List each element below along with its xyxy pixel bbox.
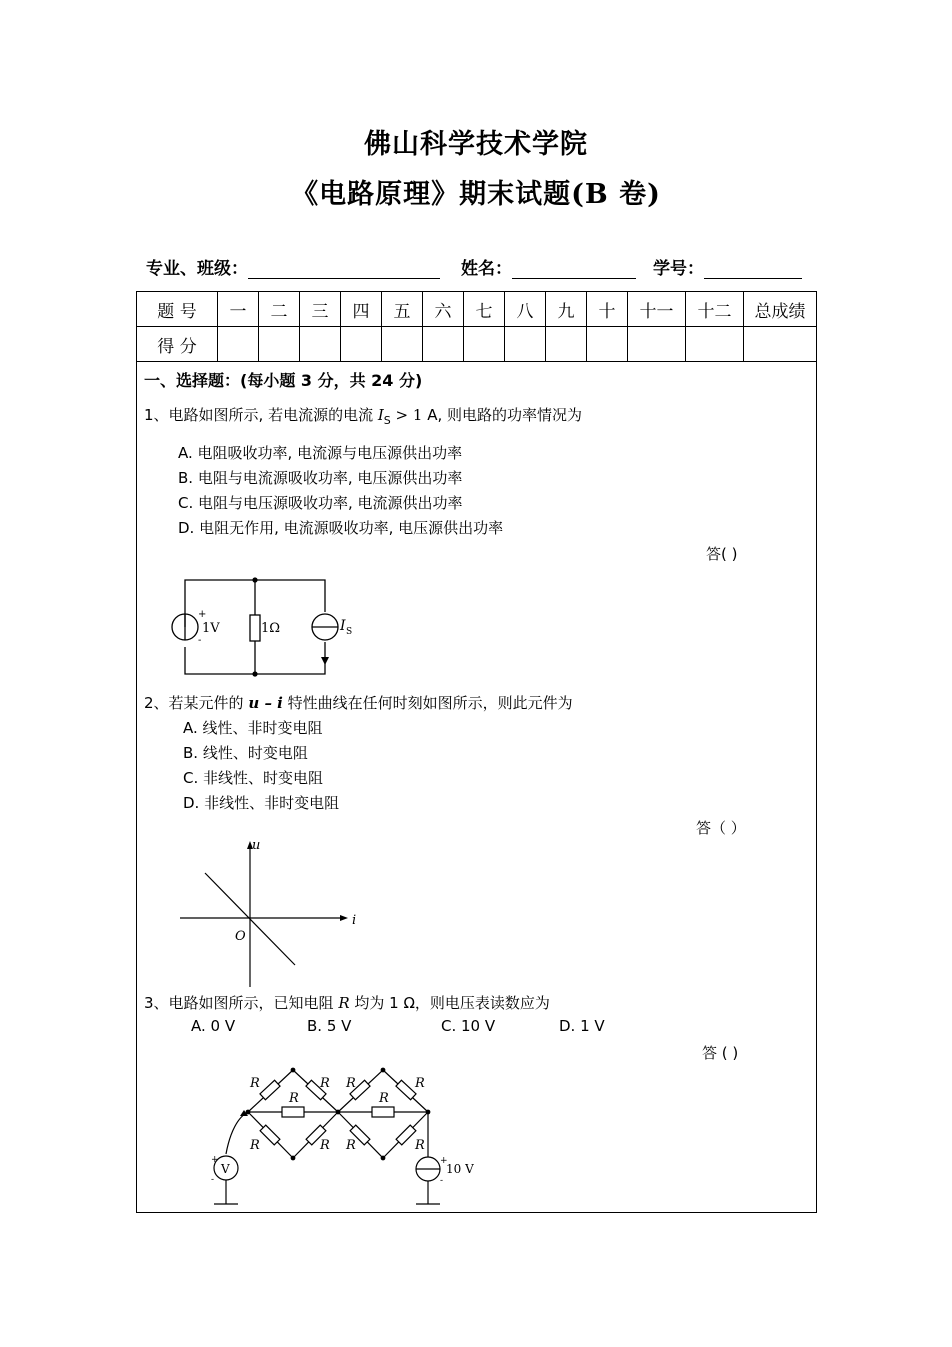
q3-r-label: R: [250, 1138, 260, 1153]
q1-option-d[interactable]: D. 电阻无作用, 电流源吸收功率, 电压源供出功率: [178, 519, 504, 537]
column-header: 七: [464, 292, 505, 327]
score-cell[interactable]: [423, 327, 464, 362]
column-header: 五: [382, 292, 423, 327]
q1-stem-pre: 1、电路如图所示, 若电流源的电流: [144, 406, 378, 424]
q1-answer[interactable]: 答( ): [706, 545, 738, 563]
q3-r-label: R: [379, 1091, 389, 1106]
q3-stem: [144, 992, 550, 1013]
name-label: 姓名：: [461, 259, 512, 279]
q2-answer[interactable]: 答（ ）: [696, 819, 746, 837]
q3-voltmeter-minus: -: [211, 1175, 215, 1185]
q1-option-a[interactable]: A. 电阻吸收功率, 电流源与电压源供出功率: [178, 444, 463, 462]
score-table: [136, 291, 817, 362]
column-header: 六: [423, 292, 464, 327]
q3-r-label: R: [250, 1076, 260, 1091]
q1-stem-sub: S: [383, 414, 391, 427]
row-label: 题 号: [137, 292, 218, 327]
score-cell[interactable]: [464, 327, 505, 362]
column-header: 一: [218, 292, 259, 327]
score-cell[interactable]: [259, 327, 300, 362]
name-blank[interactable]: [512, 260, 636, 279]
q3-voltmeter-plus: +: [211, 1155, 219, 1165]
major-class-blank[interactable]: [248, 260, 440, 279]
q1-stem-cond: > 1: [390, 406, 423, 424]
q1-minus-sign: -: [198, 635, 202, 646]
q3-bridge-circuit: [200, 1062, 490, 1210]
major-class-label: 专业、班级：: [146, 259, 248, 279]
q3-stem-post: 均为 1 Ω，则电压表读数应为: [349, 994, 550, 1012]
q1-option-c[interactable]: C. 电阻与电压源吸收功率, 电流源供出功率: [178, 494, 463, 512]
q3-r-label: R: [415, 1076, 425, 1091]
column-header: 十二: [686, 292, 744, 327]
q2-ui-graph: [172, 835, 372, 990]
q2-option-a[interactable]: A. 线性、非时变电阻: [183, 719, 323, 737]
q2-stem-pre: 2、若某元件的: [144, 694, 249, 712]
score-cell[interactable]: [505, 327, 546, 362]
score-cell[interactable]: [628, 327, 686, 362]
q3-r-label: R: [346, 1138, 356, 1153]
section-title: 一、选择题：(每小题 3 分，共 24 分): [144, 371, 423, 390]
column-header: 二: [259, 292, 300, 327]
q3-option-c[interactable]: C. 10 V: [441, 1017, 496, 1035]
q1-plus-sign: +: [198, 609, 207, 620]
q3-stem-math: R: [338, 994, 350, 1012]
major-class-field: [146, 254, 440, 279]
column-header: 十一: [628, 292, 686, 327]
q3-source-label: 10 V: [446, 1162, 474, 1176]
score-cell[interactable]: [686, 327, 744, 362]
column-header: 八: [505, 292, 546, 327]
name-field: [461, 254, 636, 279]
q3-answer[interactable]: 答 ( ): [702, 1044, 739, 1062]
q1-resistor-label: 1Ω: [261, 621, 281, 636]
q1-circuit-diagram: [160, 570, 370, 682]
q3-source-plus: +: [440, 1156, 448, 1166]
exam-title: 《电路原理》期末试题(B 卷): [291, 179, 661, 210]
q2-stem-post: 特性曲线在任何时刻如图所示，则此元件为: [282, 694, 573, 712]
student-id-blank[interactable]: [704, 260, 802, 279]
q3-option-b[interactable]: B. 5 V: [307, 1017, 352, 1035]
q2-option-b[interactable]: B. 线性、时变电阻: [183, 744, 308, 762]
table-row: [137, 327, 817, 362]
q3-r-label: R: [346, 1076, 356, 1091]
q2-i-axis-label: i: [352, 913, 357, 928]
q3-r-label: R: [289, 1091, 299, 1106]
score-cell[interactable]: [218, 327, 259, 362]
table-row: [137, 292, 817, 327]
q1-option-b[interactable]: B. 电阻与电流源吸收功率, 电压源供出功率: [178, 469, 463, 487]
column-header: 十: [587, 292, 628, 327]
q3-option-d[interactable]: D. 1 V: [559, 1017, 605, 1035]
q2-option-d[interactable]: D. 非线性、非时变电阻: [183, 794, 340, 812]
q2-u-axis-label: u: [252, 838, 261, 853]
q1-current-sub: S: [346, 627, 353, 637]
score-cell[interactable]: [587, 327, 628, 362]
q2-stem: [144, 692, 573, 713]
q1-voltage-label: 1V: [202, 621, 220, 636]
row-label: 得 分: [137, 327, 218, 362]
school-title: 佛山科学技术学院: [364, 129, 588, 160]
score-cell[interactable]: [546, 327, 587, 362]
q3-source-minus: -: [440, 1176, 444, 1186]
q3-r-label: R: [320, 1138, 330, 1153]
column-header: 三: [300, 292, 341, 327]
q1-stem-math: I: [377, 406, 384, 424]
q3-r-label: R: [320, 1076, 330, 1091]
q1-stem: [144, 404, 582, 427]
q3-voltmeter-label: V: [221, 1162, 230, 1176]
q1-current-label: I: [340, 618, 346, 634]
score-cell[interactable]: [341, 327, 382, 362]
column-header: 总成绩: [744, 292, 817, 327]
column-header: 九: [546, 292, 587, 327]
q2-stem-math: u – i: [248, 694, 283, 712]
q3-stem-pre: 3、电路如图所示，已知电阻: [144, 994, 339, 1012]
column-header: 四: [341, 292, 382, 327]
q1-stem-post: A, 则电路的功率情况为: [422, 406, 583, 424]
score-cell[interactable]: [300, 327, 341, 362]
q3-option-a[interactable]: A. 0 V: [191, 1017, 236, 1035]
score-cell[interactable]: [744, 327, 817, 362]
student-id-field: [653, 254, 802, 279]
score-cell[interactable]: [382, 327, 423, 362]
q3-r-label: R: [415, 1138, 425, 1153]
q2-option-c[interactable]: C. 非线性、时变电阻: [183, 769, 324, 787]
student-id-label: 学号：: [653, 259, 704, 279]
q2-origin-label: O: [235, 929, 246, 944]
